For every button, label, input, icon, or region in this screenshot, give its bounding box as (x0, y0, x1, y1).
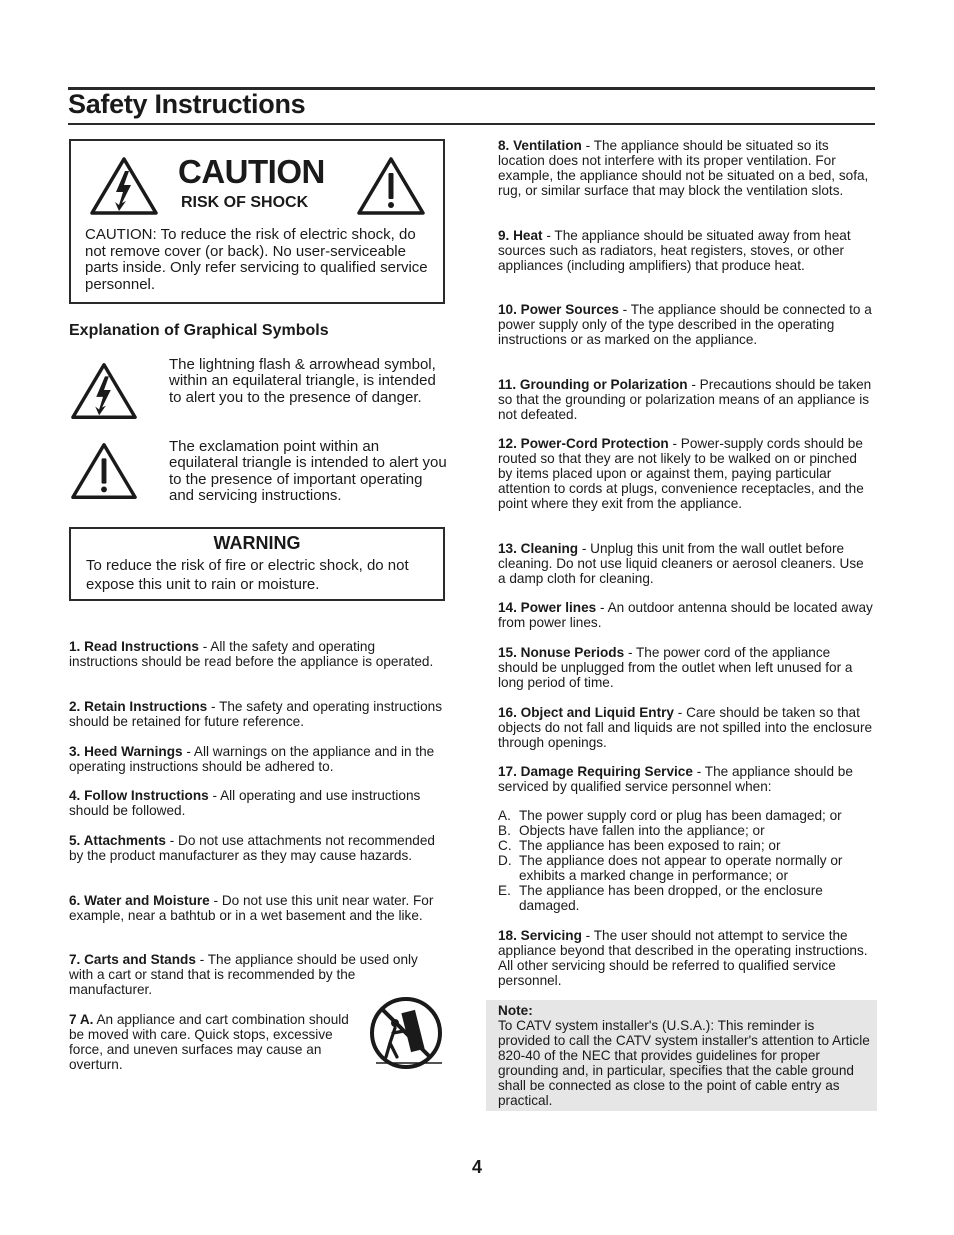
instruction-item: 12. Power-Cord Protection - Power-supply cords should be routed so that they are not likely to be walked on or pinched by items placed upon or against them, paying particular attention to cords at plugs, convenience receptacles, and the point where they exit from the appliance. (498, 436, 864, 511)
instruction-item: 1. Read Instructions - All the safety and operating instructions should be read before the appliance is operated. (69, 639, 434, 669)
exclamation-triangle-icon (355, 155, 427, 217)
instruction-item: 9. Heat - The appliance should be situated away from heat sources such as radiators, heat registers, stoves, or other appliances (including amplifiers) that produce heat. (498, 228, 851, 273)
note-box (486, 1000, 877, 1111)
instruction-item: 10. Power Sources - The appliance should be connected to a power supply only of the type described in the operating instructions or as marked on the appliance. (498, 302, 872, 347)
lightning-symbol-text: The lightning flash & arrowhead symbol, within an equilateral triangle, is intended to alert you to the presence of danger. (169, 356, 436, 406)
lightning-triangle-icon (88, 155, 160, 217)
damage-conditions-list (498, 808, 874, 913)
list-item: C. The appliance has been exposed to rain; or (498, 838, 781, 853)
instruction-item: 16. Object and Liquid Entry - Care should be taken so that objects do not fall and liquids are not spilled into the enclosure through openings. (498, 705, 873, 750)
instruction-item: 2. Retain Instructions - The safety and operating instructions should be retained for future reference. (69, 699, 442, 729)
instruction-item: 18. Servicing - The user should not attempt to service the appliance beyond that described in the operating instructions. All other servicing should be referred to qualified service personnel. (498, 928, 868, 988)
instruction-item: 7 A. An appliance and cart combination should be moved with care. Quick stops, excessive force, and uneven surfaces may cause an overturn. (69, 1012, 349, 1072)
instruction-item: 17. Damage Requiring Service - The appliance should be serviced by qualified service personnel when: (498, 764, 853, 794)
instruction-item: 5. Attachments - Do not use attachments not recommended by the product manufacturer as they may cause hazards. (69, 833, 435, 863)
lightning-triangle-icon (69, 360, 139, 422)
list-item: E. The appliance has been dropped, or the enclosure damaged. (498, 883, 823, 913)
instruction-item: 6. Water and Moisture - Do not use this unit near water. For example, near a bathtub or in a wet basement and the like. (69, 893, 434, 923)
instruction-item: 3. Heed Warnings - All warnings on the appliance and in the operating instructions should be adhered to. (69, 744, 435, 774)
warning-text: To reduce the risk of fire or electric shock, do not expose this unit to rain or moisture. (86, 557, 409, 593)
caution-text: CAUTION: To reduce the risk of electric shock, do not remove cover (or back). No user-serviceable parts inside. Only refer servicing to qualified service personnel. (85, 226, 428, 293)
instruction-item: 13. Cleaning - Unplug this unit from the wall outlet before cleaning. Do not use liquid cleaners or aerosol cleaners. Use a damp cloth for cleaning. (498, 541, 864, 586)
instruction-item: 14. Power lines - An outdoor antenna should be located away from power lines. (498, 600, 873, 630)
instruction-item: 7. Carts and Stands - The appliance should be used only with a cart or stand that is recommended by the manufacturer. (69, 952, 418, 997)
warning-title: WARNING (213, 533, 301, 553)
page-number: 4 (471, 1157, 482, 1177)
symbols-heading: Explanation of Graphical Symbols (69, 322, 329, 339)
list-item: D. The appliance does not appear to operate normally or exhibits a marked change in performance; or (498, 853, 843, 883)
caution-subheading: RISK OF SHOCK (181, 194, 309, 211)
warning-box (69, 527, 445, 601)
list-item: B. Objects have fallen into the appliance; or (498, 823, 765, 838)
note-title: Note: (498, 1003, 533, 1018)
cart-tipover-icon (368, 997, 446, 1069)
exclamation-triangle-icon (69, 440, 139, 502)
page-title: Safety Instructions (68, 89, 306, 119)
caution-heading: CAUTION (178, 153, 325, 190)
instruction-item: 4. Follow Instructions - All operating and use instructions should be followed. (69, 788, 421, 818)
exclamation-symbol-text: The exclamation point within an equilateral triangle is intended to alert you to the presence of important operating and servicing instructions. (169, 438, 447, 504)
note-text: To CATV system installer's (U.S.A.): This reminder is provided to call the CATV system installer's attention to Article 820-40 of the NEC that provides guidelines for proper grounding and, in particular, specifies that the cable ground shall be connected as close to the point of cable entry as practical. (498, 1018, 870, 1108)
instruction-item: 11. Grounding or Polarization - Precautions should be taken so that the grounding or polarization means of an appliance is not defeated. (498, 377, 872, 422)
caution-box (69, 139, 445, 304)
instruction-item: 8. Ventilation - The appliance should be situated so its location does not interfere with its proper ventilation. For example, the appliance should not be situated on a bed, sofa, rug, or similar surface that may block the ventilation slots. (498, 138, 869, 198)
list-item: A. The power supply cord or plug has been damaged; or (498, 808, 842, 823)
instruction-item: 15. Nonuse Periods - The power cord of the appliance should be unplugged from the outlet when left unused for a long period of time. (498, 645, 853, 690)
header-rule-bottom (68, 123, 875, 125)
